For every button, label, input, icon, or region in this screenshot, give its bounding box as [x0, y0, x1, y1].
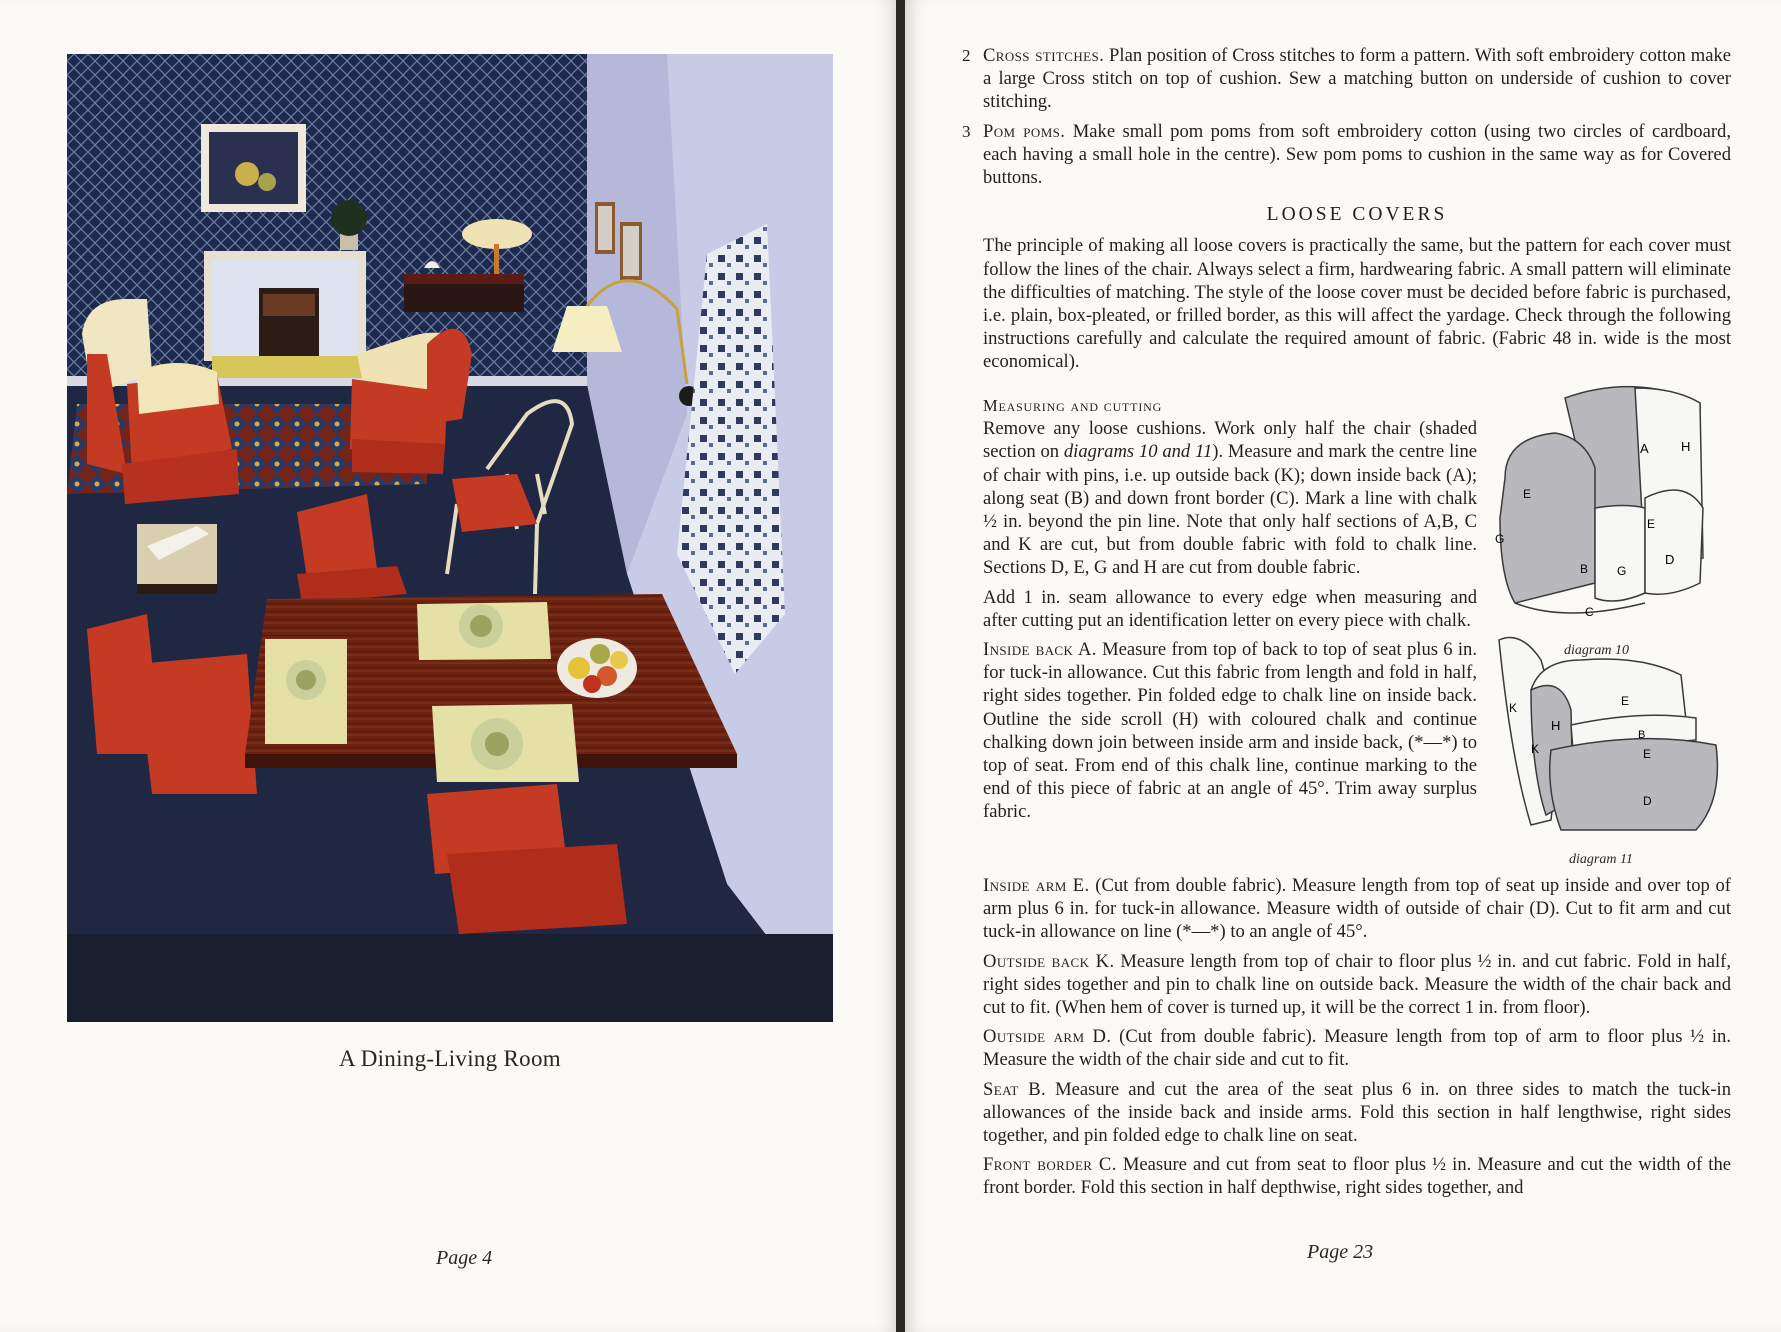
letter-b: B [1580, 562, 1589, 576]
section-lead: Seat B. [983, 1078, 1047, 1100]
letter-e: E [1647, 517, 1656, 531]
measuring-text-b: ). Measure and mark the centre line of chair with pins, i.e. up outside back (K); down inside back (A); along seat (B) and down front border (C). Mark a line with chalk ½ in. beyond the pin line. Note that only half sections of A,B, C and K are cut, but from double fabric with fold to chalk line. Sections D, E, G and H are cut from double fabric. [983, 441, 1477, 579]
item-lead: Cross stitches. [983, 45, 1105, 66]
letter-g: G [1617, 564, 1627, 578]
measuring-section [983, 386, 1477, 830]
list-item-pom-poms [962, 120, 1731, 190]
letter-b: B [1638, 729, 1646, 741]
letter-e: E [1523, 487, 1532, 501]
diagram-11-label: diagram 11 [1569, 852, 1633, 867]
letter-g: G [1495, 532, 1505, 546]
dining-living-room-photo [67, 54, 833, 1022]
armchair-diagram-rear [1491, 630, 1731, 850]
letter-h: H [1551, 718, 1561, 733]
letter-e: E [1643, 747, 1652, 761]
section-text: Measure and cut the area of the seat plus 6 in. on three sides to match the tuck-in allowances of the inside back and inside arms. Fold this section in half lengthwise, right sides together, and pin folded edge to chalk line on seat. [983, 1078, 1731, 1147]
diagram-reference: diagrams 10 and 11 [1063, 441, 1213, 463]
section-text: Measure from top of back to top of seat plus 6 in. for tuck-in allowance. Cut this fabric from length and fold in half, right sides together. Pin folded edge to chalk line on inside back. Outline the side scroll (H) with coloured chalk and continue chalking down join between inside arm and inside back, (*—*) to top of seat. From end of this chalk line, continue marking to the end of this piece of fabric at an angle of 45°. Trim away surplus fabric. [983, 639, 1477, 823]
measuring-paragraph [983, 417, 1477, 579]
letter-k: K [1531, 742, 1540, 756]
section-lead: Front border C. [983, 1154, 1117, 1176]
diagram-10-label: diagram 10 [1564, 643, 1629, 658]
section-outside-back [983, 950, 1731, 1020]
right-page [905, 0, 1781, 1332]
letter-a: A [1640, 441, 1649, 456]
item-number: 2 [962, 46, 971, 65]
letter-k: K [1509, 701, 1518, 715]
subheading-measuring: Measuring and cutting [983, 396, 1163, 415]
section-inside-arm [983, 874, 1731, 944]
diagram-11 [1491, 630, 1731, 850]
intro-paragraph: The principle of making all loose covers is practically the same, but the pattern for each cover must follow the lines of the chair. Always select a firm, hardwearing fabric. A small pattern will eliminate the difficulties of matching. The style of the loose cover must be decided before fabric is purchased, i.e. plain, box-pleated, or frilled border, as this will affect the yardage. Check through the following instructions carefully and calculate the required amount of fabric. (Fabric 48 in. wide is the most economical). [983, 235, 1731, 373]
list-item-cross-stitches [962, 44, 1732, 114]
item-lead: Pom poms. [983, 120, 1066, 142]
page-number-left: Page 4 [436, 1247, 493, 1269]
section-text: Measure and cut from seat to floor plus ½ in. Measure and cut the width of the front border. Fold this section in half depthwise, right sides together, and [983, 1154, 1731, 1199]
cushion-instructions [962, 44, 1732, 380]
section-lead: Outside arm D. [983, 1026, 1112, 1048]
item-number: 3 [962, 121, 971, 141]
room-illustration [67, 54, 833, 1022]
measuring-text-a: Remove any loose cushions. Work only half the chair (shaded section on [983, 418, 1477, 463]
section-text: (Cut from double fabric). Measure length from top of seat up inside and over top of arm plus 6 in. for tuck-in allowance. Measure width of outside of chair (D). Cut to fit arm and cut tuck-in allowance on line (*—*) to an angle of 45°. [983, 875, 1731, 943]
letter-e: E [1621, 694, 1630, 708]
item-text: Make small pom poms from soft embroidery cotton (using two circles of cardboard, each having a small hole in the centre). Sew pom poms to cushion in the same way as for Covered buttons. [983, 120, 1731, 189]
section-seat [983, 1078, 1731, 1148]
section-outside-arm [983, 1025, 1731, 1071]
item-text: Plan position of Cross stitches to form a pattern. With soft embroidery cotton make a large Cross stitch on top of cushion. Sew a matching button on underside of cushion to cover stitching. [983, 45, 1732, 113]
section-lead: Inside back A. [983, 639, 1097, 661]
section-text: (Cut from double fabric). Measure length from top of arm to floor plus ½ in. Measure the width of the chair side and cut to fit. [983, 1026, 1731, 1071]
letter-c: C [1585, 605, 1594, 619]
section-text: Measure length from top of chair to floor plus ½ in. and cut fabric. Fold in half, right sides together and pin to chalk line on outside back. Measure the width of the chair back and cut to fit. (When hem of cover is turned up, it will be the correct 1 in. from floor). [983, 950, 1731, 1019]
inside-back-paragraph [983, 638, 1477, 824]
page-number-right: Page 23 [1307, 1241, 1374, 1263]
letter-d: D [1643, 794, 1652, 808]
armchair-diagram-front [1485, 378, 1725, 623]
seam-paragraph: Add 1 in. seam allowance to every edge when measuring and after cutting put an identification letter on every piece with chalk. [983, 586, 1477, 631]
letter-d: D [1665, 552, 1675, 567]
section-lead: Outside back K. [983, 950, 1115, 972]
section-heading: LOOSE COVERS [1266, 204, 1448, 226]
section-lead: Inside arm E. [983, 875, 1090, 896]
section-front-border [983, 1153, 1731, 1199]
letter-h: H [1681, 439, 1691, 454]
photo-caption: A Dining-Living Room [339, 1046, 561, 1071]
diagram-10 [1485, 378, 1725, 623]
chair-sections [983, 874, 1731, 1206]
